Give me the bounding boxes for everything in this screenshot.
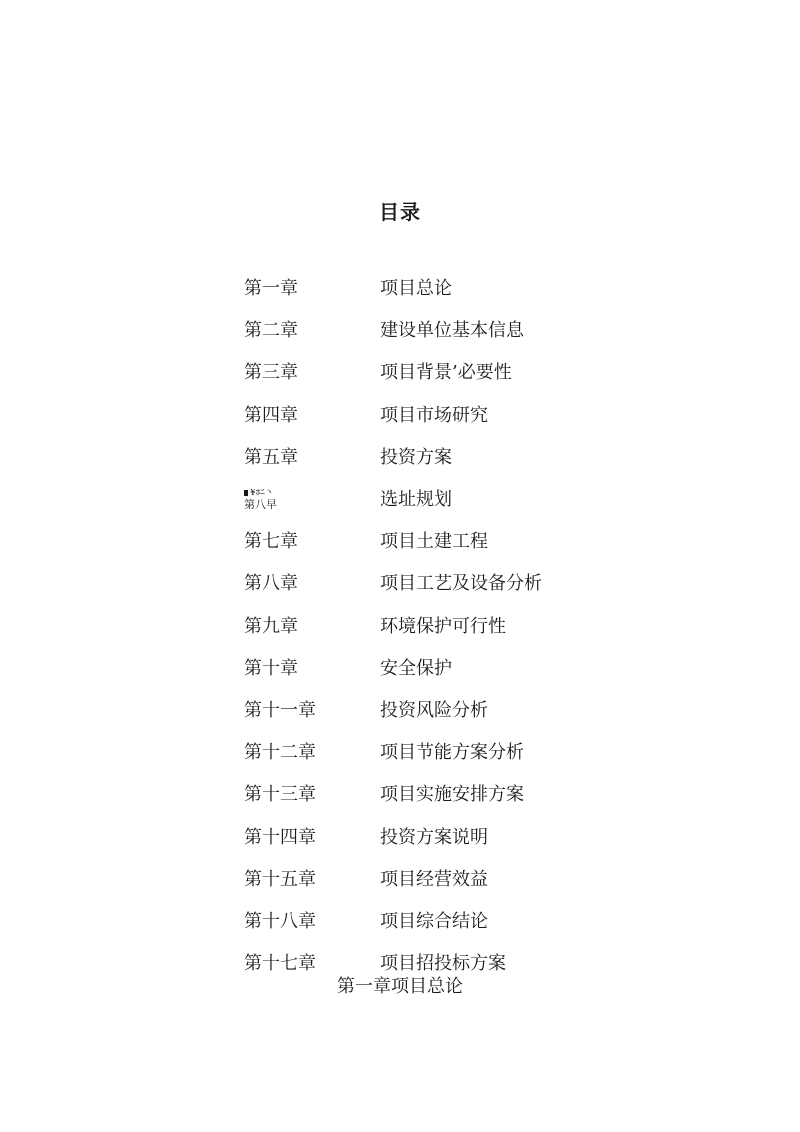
- toc-topic-label: 环境保护可行性: [380, 615, 506, 637]
- toc-topic-label: 项目实施安排方案: [380, 784, 524, 806]
- toc-entry: [244, 606, 604, 648]
- toc-chapter-label: 第八章: [244, 573, 298, 595]
- toc-topic-label: 项目总论: [380, 278, 452, 300]
- garbled-chapter-text: 第八早: [244, 498, 277, 512]
- toc-entry: [244, 690, 604, 732]
- toc-chapter-label: 第十四章: [244, 826, 316, 848]
- toc-topic-label: 建设单位基本信息: [380, 320, 524, 342]
- toc-chapter-label: 第一章: [244, 278, 298, 300]
- toc-entry: [244, 521, 604, 563]
- toc-topic-label: 投资风险分析: [380, 699, 488, 721]
- toc-chapter-label: 第五章: [244, 446, 298, 468]
- toc-entry: [244, 437, 604, 479]
- toc-chapter-label: 第七章: [244, 531, 298, 553]
- toc-topic-label: 项目工艺及设备分析: [380, 573, 542, 595]
- toc-entry: [244, 268, 604, 310]
- toc-topic-label: 安全保护: [380, 657, 452, 679]
- toc-chapter-label: 第十三章: [244, 784, 316, 806]
- toc-chapter-label: 第十二章: [244, 742, 316, 764]
- toc-entry: [244, 774, 604, 816]
- toc-topic-label: 选址规划: [380, 489, 452, 511]
- toc-chapter-label: 第九章: [244, 615, 298, 637]
- toc-entry: [244, 859, 604, 901]
- toc-chapter-label: 第十一章: [244, 699, 316, 721]
- toc-chapter-label: 第四章: [244, 404, 298, 426]
- toc-entry: [244, 648, 604, 690]
- toc-entry: [244, 479, 604, 521]
- toc-topic-label: 投资方案说明: [380, 826, 488, 848]
- toc-chapter-label: 第三章: [244, 362, 298, 384]
- toc-chapter-label: 第二章: [244, 320, 298, 342]
- toc-entry: [244, 732, 604, 774]
- toc-chapter-label: 第十章: [244, 657, 298, 679]
- toc-entry: [244, 352, 604, 394]
- toc-entry: [244, 310, 604, 352]
- toc-chapter-label: [244, 489, 380, 511]
- toc-topic-label: 项目背景’必要性: [380, 362, 512, 384]
- toc-title: 目录: [379, 200, 421, 224]
- toc-list: [244, 268, 604, 985]
- toc-topic-label: 项目节能方案分析: [380, 742, 524, 764]
- toc-topic-label: 项目招投标方案: [380, 953, 506, 975]
- toc-chapter-label: 第十七章: [244, 953, 316, 975]
- toc-entry: [244, 816, 604, 858]
- toc-chapter-label: 第十八章: [244, 910, 316, 932]
- toc-entry: [244, 563, 604, 605]
- toc-entry: [244, 395, 604, 437]
- toc-topic-label: 项目经营效益: [380, 868, 488, 890]
- toc-topic-label: 投资方案: [380, 446, 452, 468]
- garbled-mark: ¥ﾎﾆ丶: [244, 489, 284, 498]
- toc-topic-label: 项目市场研究: [380, 404, 488, 426]
- toc-chapter-label: 第十五章: [244, 868, 316, 890]
- toc-topic-label: 项目土建工程: [380, 531, 488, 553]
- toc-topic-label: 项目综合结论: [380, 910, 488, 932]
- chapter-heading: 第一章项目总论: [337, 976, 463, 997]
- toc-entry: [244, 901, 604, 943]
